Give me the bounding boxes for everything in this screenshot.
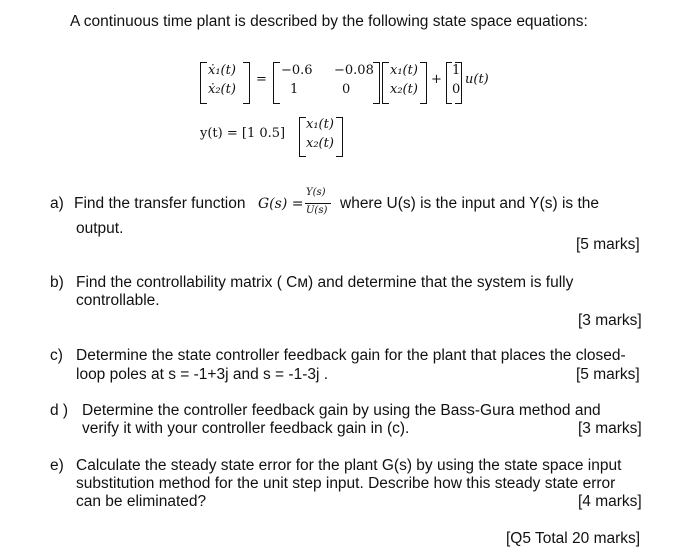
a12: −0.08 xyxy=(334,63,374,78)
transfer-function-g: G(s) = xyxy=(258,196,304,212)
input-u: u(t) xyxy=(465,72,489,87)
question-d-line1: Determine the controller feedback gain by using the Bass-Gura method and xyxy=(82,402,601,419)
question-b-line1: Find the controllability matrix ( Cᴍ) and determine that the system is fully xyxy=(76,274,574,291)
question-d-label: d ) xyxy=(50,402,69,419)
equals-sign: = xyxy=(256,72,267,87)
x-bracket-left xyxy=(382,62,389,104)
question-a-label: a) xyxy=(50,195,64,212)
y-x-bracket-right xyxy=(336,117,343,157)
question-d-line2: verify it with your controller feedback gain in (c). xyxy=(82,420,410,437)
question-b-line2: controllable. xyxy=(76,292,160,309)
x2dot: ẋ₂(t) xyxy=(208,82,236,97)
plus-sign: + xyxy=(431,72,442,87)
x1: x₁(t) xyxy=(390,63,418,78)
question-c-label: c) xyxy=(50,347,63,364)
b2: 0 xyxy=(452,82,461,97)
tf-denominator: U(s) xyxy=(306,205,328,216)
xdot-bracket-right xyxy=(243,62,250,104)
question-e-label: e) xyxy=(50,457,64,474)
a22: 0 xyxy=(342,82,351,97)
x1dot: ẋ₁(t) xyxy=(208,63,236,78)
question-e-line2: substitution method for the unit step input. Describe how this steady state error xyxy=(76,475,616,492)
question-e-line1: Calculate the steady state error for the plant G(s) by using the state space input xyxy=(76,457,622,474)
x2: x₂(t) xyxy=(390,82,418,97)
question-e-line3: can be eliminated? xyxy=(76,493,207,510)
y-x2: x₂(t) xyxy=(306,136,334,151)
a11: −0.6 xyxy=(281,63,313,78)
question-c-line1: Determine the state controller feedback gain for the plant that places the closed- xyxy=(76,347,626,364)
intro-text: A continuous time plant is described by the following state space equations: xyxy=(70,13,588,30)
question-a-text: Find the transfer function xyxy=(74,195,246,212)
question-a-marks: [5 marks] xyxy=(576,236,640,253)
xdot-bracket-left xyxy=(200,62,207,104)
question-a-text-end: output. xyxy=(76,220,124,237)
x-bracket-right xyxy=(420,62,427,104)
question-c-line2: loop poles at s = -1+3j and s = -1-3j . xyxy=(76,366,329,383)
tf-numerator: Y(s) xyxy=(306,187,326,198)
a-matrix-bracket-left xyxy=(273,62,280,104)
question-b-label: b) xyxy=(50,274,64,291)
b1: 1 xyxy=(452,63,461,78)
a-matrix-bracket-right xyxy=(373,62,380,104)
y-x1: x₁(t) xyxy=(306,117,334,132)
question-e-marks: [4 marks] xyxy=(578,493,642,510)
y-x-bracket-left xyxy=(299,117,306,157)
b-bracket-right xyxy=(455,62,462,104)
question-a-text-cont: where U(s) is the input and Y(s) is the xyxy=(340,195,600,212)
tf-fraction-bar xyxy=(305,203,331,204)
a21: 1 xyxy=(290,82,299,97)
question-d-marks: [3 marks] xyxy=(578,420,642,437)
output-lhs: y(t) = [1 0.5] xyxy=(200,126,286,141)
total-marks: [Q5 Total 20 marks] xyxy=(506,530,641,547)
question-c-marks: [5 marks] xyxy=(576,366,640,383)
question-b-marks: [3 marks] xyxy=(578,312,642,329)
